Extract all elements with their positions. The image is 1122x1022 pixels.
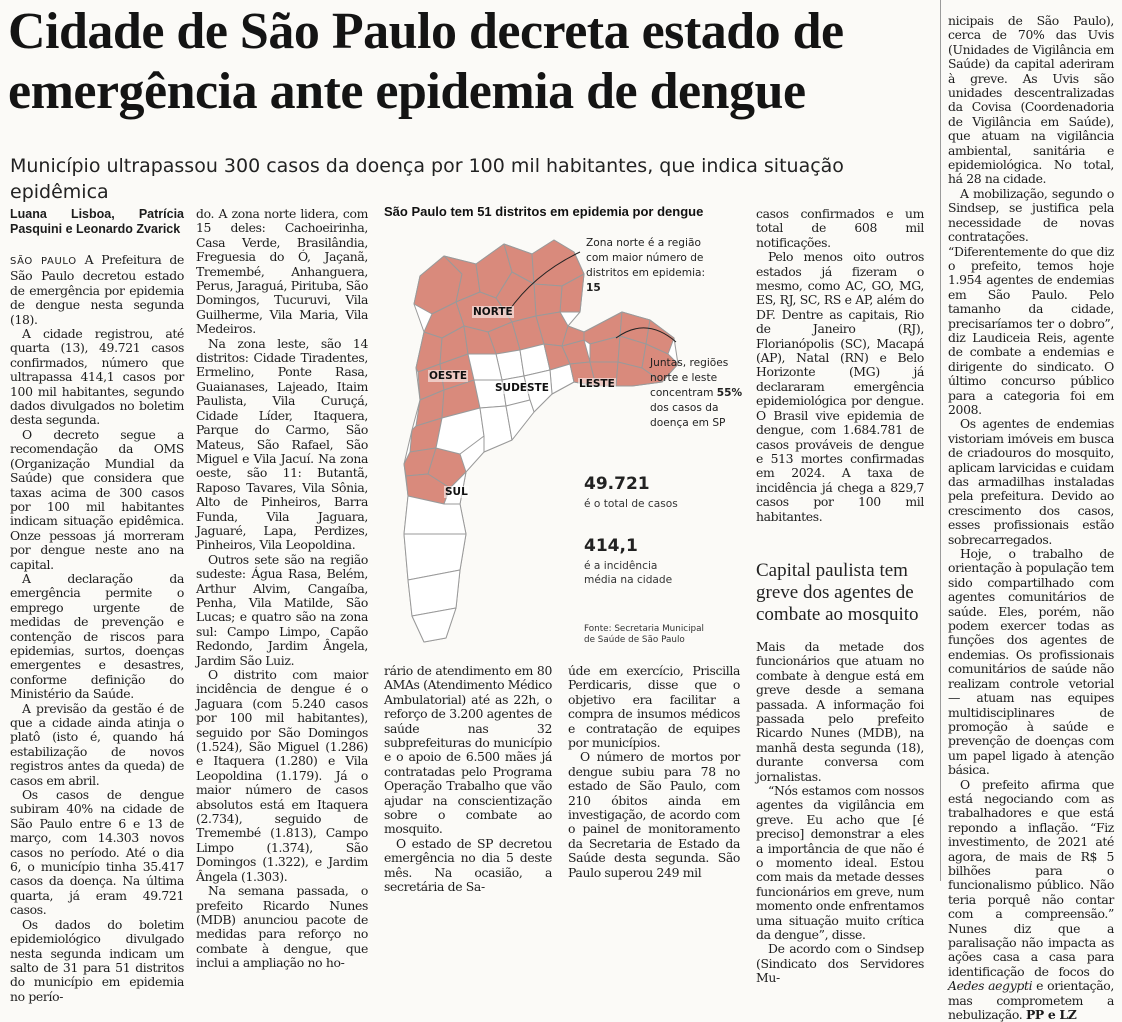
stat-incidence: 414,1 xyxy=(584,536,638,556)
region-label-sul: SUL xyxy=(445,486,468,498)
annotation-norte: Zona norte é a região com maior número de distritos em epidemia: 15 xyxy=(586,237,706,294)
region-label-leste: LESTE xyxy=(579,378,615,390)
paragraph: O número de mortos por dengue subiu para 78 no estado de São Paulo, com 210 óbitos ainda em investigação, de acordo com o painel de monitoramento da Secretaria de Estado da Saúde desta segunda. São Paulo superou 249 mil xyxy=(568,749,740,880)
paragraph: Hoje, o trabalho de orientação à população tem sido compartilhado com agentes comunitários de saúde. Eles, porém, não podem exercer todas as funções dos agentes de endemias. Os profissionais comunitários de saúde não realizam controle vetorial — atuam nas equipes multidisciplinares de promoção à saúde e prevenção de doenças com um papel ligado à atenção básica. xyxy=(948,546,1114,778)
paragraph: SÃO PAULO A Prefeitura de São Paulo decretou estado de emergência por epidemia de dengue nesta segunda (18). xyxy=(10,252,184,327)
region-label-norte: NORTE xyxy=(473,306,513,318)
stat-total-cases: 49.721 xyxy=(584,474,650,494)
region-label-oeste: OESTE xyxy=(429,370,467,382)
column-divider xyxy=(940,0,941,881)
stat-incidence-label: é a incidência média na cidade xyxy=(584,560,673,586)
paragraph: A mobilização, segundo o Sindsep, se justifica pela necessidade de novas contratações. “Diferentemente do que diz o prefeito, temos hoje 1.954 agentes de endemias em São Paulo. Pelo tamanho da cidade, precisaríamos ter o dobro”, diz Laudiceia Reis, agente de combate a endemias e dirigente do sindicato. O último concurso público para a categoria foi em 2008. xyxy=(948,185,1114,417)
author-signature: PP e LZ xyxy=(1025,1007,1077,1022)
paragraph: Mais da metade dos funcionários que atuam no combate à dengue está em greve desde a semana passada. A informação foi passada pelo prefeito Ricardo Nunes (MDB), na manhã desta segunda (18), durante conversa com jornalistas. xyxy=(756,638,924,784)
paragraph: “Nós estamos com nossos agentes da vigilância em greve. Eu acho que [é preciso] demonstrar a eles a importância de que não é o momento ideal. Estou com mais da metade desses funcionários em greve, num momento onde enfrentamos uma situação muito crítica da dengue”, disse. xyxy=(756,783,924,943)
paragraph: nicipais de São Paulo), cerca de 70% das Uvis (Unidades de Vigilância em Saúde) da capital aderiram à greve. As Uvis são unidades descentralizadas da Covisa (Coordenadoria de Vigilância em Saúde), que atuam na vigilância ambiental, sanitária e epidemiológica. No total, há 28 na cidade. xyxy=(948,13,1114,187)
paragraph: Os dados do boletim epidemiológico divulgado nesta segunda indicam um salto de 31 para 51 distritos do município em epidemia no perío- xyxy=(10,916,184,1004)
article-column-2 xyxy=(196,207,368,971)
dengue-district-map xyxy=(384,204,744,664)
paragraph: De acordo com o Sindsep (Sindicato dos Servidores Mu- xyxy=(756,941,924,986)
paragraph: úde em exercício, Priscilla Perdicaris, disse que o objetivo era facilitar a compra de insumos médicos e contratação de equipes por municípios. xyxy=(568,663,740,751)
paragraph: Os agentes de endemias vistoriam imóveis em busca de criadouros do mosquito, aplicam larvicidas e cuidam das armadilhas instaladas pela prefeitura. Devido ao crescimento dos casos, esses profissionais estão sobrecarregados. xyxy=(948,416,1114,547)
paragraph: Na zona leste, são 14 distritos: Cidade Tiradentes, Ermelino, Ponte Rasa, Guaianases, Lajeado, Itaim Paulista, Vila Curuçá, Cidade Líder, Itaquera, Parque do Carmo, São Mateus, São Rafael, São Miguel e Vila Jacuí. Na zona oeste, são 11: Butantã, Raposo Tavares, Vila Sônia, Alto de Pinheiros, Barra Funda, Vila Jaguara, Jaguaré, Lapa, Perdizes, Pinheiros, Vila Leopoldina. xyxy=(196,335,368,553)
article-column-6 xyxy=(948,14,1114,1022)
paragraph: A previsão da gestão é de que a cidade ainda atinja o platô (isto é, quando há estabilização de novos registros antes da queda) de casos em abril. xyxy=(10,700,184,788)
district-centro-3 xyxy=(468,354,502,380)
paragraph: O decreto segue a recomendação da OMS (Organização Mundial da Saúde) que considera que taxas acima de 300 casos por 100 mil habitantes indicam situação epidêmica. Onze pessoas já morreram por dengue neste ano na capital. xyxy=(10,426,184,572)
region-label-sudeste: SUDESTE xyxy=(495,382,549,394)
paragraph: casos confirmados e um total de 608 mil notificações. xyxy=(756,206,924,250)
map-title: São Paulo tem 51 distritos em epidemia por dengue xyxy=(384,204,704,219)
article-column-3 xyxy=(384,664,552,895)
article-column-5 xyxy=(756,207,924,986)
paragraph: O distrito com maior incidência de dengue é o Jaguara (com 5.240 casos por 100 mil habitantes), seguido por São Domingos (1.524), São Miguel (1.286) e Itaquera (1.280) e Vila Leopoldina (1.179). Já o maior número de casos absolutos está em Itaquera (2.734), seguido de Tremembé (1.813), Campo Limpo (1.374), São Domingos (1.322), e Jardim Ângela (1.303). xyxy=(196,667,368,884)
annotation-juntas: Juntas, regiões norte e leste concentram 55% dos casos da doença em SP xyxy=(650,357,743,429)
subheadline: Município ultrapassou 300 casos da doença por 100 mil habitantes, que indica situação epidêmica xyxy=(10,155,844,203)
headline: Cidade de São Paulo decreta estado de emergência ante epidemia de dengue xyxy=(8,3,844,120)
paragraph: Pelo menos oito outros estados já fizeram o mesmo, como AC, GO, MG, ES, RJ, SC, RS e AP, além do DF. Dentre as capitais, Rio de Janeiro (RJ), Florianópolis (SC), Macapá (AP), Natal (RN) e Belo Horizonte (MG) já declararam emergência epidemiológica por dengue. O Brasil vive epidemia de dengue, com 1.684.781 de casos prováveis de dengue e 513 mortes confirmadas em 2024. A taxa de incidência já chega a 829,7 casos por 100 mil habitantes. xyxy=(756,249,924,524)
paragraph: O prefeito afirma que está negociando com as trabalhadores e que está repondo a inflação. “Fiz investimento, de 2021 até agora, de mais de R$ 5 bilhões para o funcionalismo público. Não teria porquê não contar com a compreensão.” Nunes diz que a paralisação não impacta as ações casa a casa para identificação de focos do Aedes aegypti e orientação, mas comprometem a nebulização. PP e LZ xyxy=(948,776,1115,1022)
district-norte-7 xyxy=(534,284,562,316)
article-column-1 xyxy=(10,207,184,1004)
map-source: Fonte: Secretaria Municipal de Saúde de São Paulo xyxy=(584,624,704,645)
byline: Luana Lisboa, Patrícia Pasquini e Leonardo Zvarick xyxy=(10,207,184,236)
paragraph: Os casos de dengue subiram 40% na cidade de São Paulo entre 6 e 13 de março, com 14.303 novos casos no período. Até o dia 6, o município tinha 35.417 casos da doença. Na última quarta, já eram 49.721 casos. xyxy=(10,787,184,918)
district-sudeste-3 xyxy=(550,364,574,394)
paragraph: A declaração da emergência permite o emprego urgente de medidas de prevenção e contenção de riscos para epidemias, surtos, doenças emergentes e desastres, conforme definição do Ministério da Saúde. xyxy=(10,570,184,702)
stat-total-cases-label: é o total de casos xyxy=(584,498,678,510)
paragraph: do. A zona norte lidera, com 15 deles: Cachoeirinha, Casa Verde, Brasilândia, Freguesia do Ó, Jaçanã, Tremembé, Anhanguera, Perus, Jaraguá, Pirituba, São Domingos, Tucuruvi, Vila Guilherme, Vila Maria, Vila Medeiros. xyxy=(196,206,368,337)
paragraph: A cidade registrou, até quarta (13), 49.721 casos confirmados, número que ultrapassa 414,1 casos por 100 mil habitantes, segundo dados divulgados no boletim desta segunda. xyxy=(10,326,184,428)
paragraph: O estado de SP decretou emergência no dia 5 deste mês. Na ocasião, a secretária de Sa- xyxy=(384,835,552,895)
paragraph: Na semana passada, o prefeito Ricardo Nunes (MDB) anunciou pacote de medidas para reforço no combate à dengue, que inclui a ampliação no ho- xyxy=(196,883,368,971)
sidebar-headline: Capital paulista tem greve dos agentes de combate ao mosquito xyxy=(756,559,919,625)
paragraph: rário de atendimento em 80 AMAs (Atendimento Médico Ambulatorial) até as 22h, o reforço de 3.200 agentes de saúde nas 32 subprefeituras do município e o apoio de 6.500 mães já contratadas pelo Programa Operação Trabalho que vão ajudar na conscientização sobre o combate ao mosquito. xyxy=(384,663,552,837)
article-column-4 xyxy=(568,664,740,880)
paragraph: Outros sete são na região sudeste: Água Rasa, Belém, Arthur Alvim, Cangaíba, Penha, Vila Matilde, São Lucas; e quatro são na zona sul: Campo Limpo, Capão Redondo, Jardim Ângela, Jardim São Luiz. xyxy=(196,551,368,668)
dateline: SÃO PAULO xyxy=(10,256,77,267)
